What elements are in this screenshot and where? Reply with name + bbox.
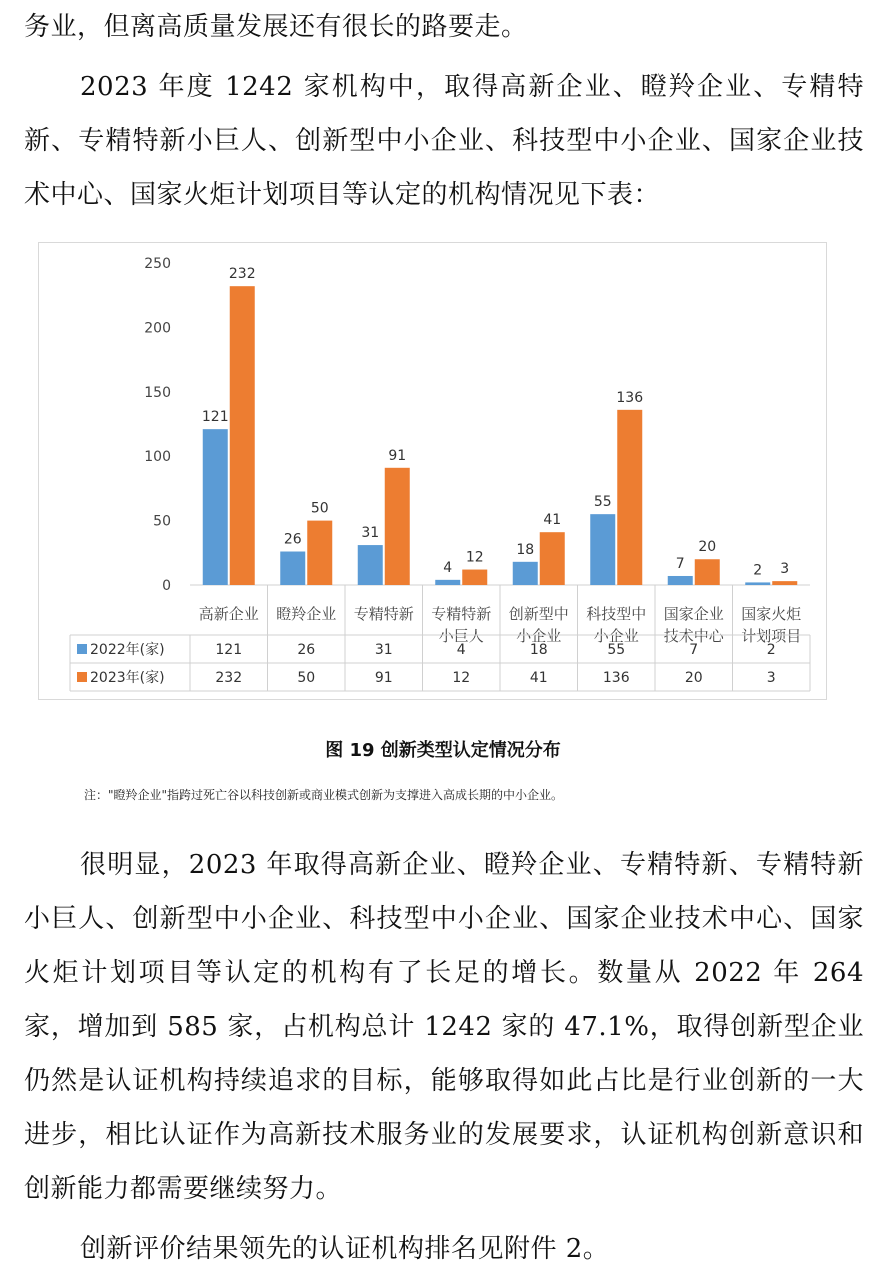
table-cell: 121 — [215, 642, 243, 658]
data-label: 2 — [753, 562, 763, 579]
data-label: 232 — [228, 266, 256, 283]
bar-2022 — [513, 562, 538, 585]
table-cell: 2 — [766, 642, 776, 658]
chart-frame — [38, 242, 827, 700]
data-label: 4 — [443, 559, 453, 576]
category-label: 技术中心 — [663, 627, 724, 645]
bar-2023 — [540, 532, 565, 585]
data-label: 26 — [283, 531, 302, 548]
data-label: 136 — [616, 389, 644, 406]
table-cell: 50 — [297, 670, 316, 686]
y-tick-label: 50 — [153, 513, 171, 530]
bar-2023 — [230, 286, 255, 585]
table-cell: 55 — [607, 642, 626, 658]
data-label: 91 — [388, 447, 407, 464]
category-label: 瞪羚企业 — [276, 605, 337, 623]
bar-2023 — [385, 468, 410, 585]
table-cell: 232 — [215, 670, 243, 686]
table-cell: 3 — [766, 670, 776, 686]
y-tick-label: 200 — [144, 320, 171, 337]
y-tick-label: 250 — [144, 256, 171, 272]
category-label: 国家火炬 — [741, 605, 802, 623]
legend-key — [77, 644, 87, 654]
category-label: 高新企业 — [198, 605, 259, 623]
figure-note: 注："瞪羚企业"指跨过死亡谷以科技创新或商业模式创新为支撑进入高成长期的中小企业。 — [84, 788, 564, 802]
data-label: 41 — [543, 512, 562, 529]
bar-2023 — [307, 521, 332, 585]
bar-2023 — [772, 581, 797, 585]
paragraph-4: 创新评价结果领先的认证机构排名见附件 2。 — [80, 1234, 610, 1264]
bar-2023 — [617, 410, 642, 585]
y-tick-label: 100 — [144, 449, 171, 466]
table-cell: 12 — [452, 670, 471, 686]
category-label: 专精特新 — [353, 605, 414, 623]
table-cell: 20 — [684, 670, 703, 686]
bar-2022 — [435, 580, 460, 585]
data-label: 12 — [465, 549, 484, 566]
data-label: 121 — [201, 409, 229, 426]
paragraph-1: 务业，但离高质量发展还有很长的路要走。 — [24, 12, 528, 42]
paragraph-2: 2023 年度 1242 家机构中，取得高新企业、瞪羚企业、专精特新、专精特新小巨人、创新型中小企业、科技型中小企业、国家企业技术中心、国家火炬计划项目等认定的机构情况见下表： — [24, 72, 864, 210]
data-label: 55 — [593, 494, 612, 511]
table-cell: 7 — [689, 642, 699, 658]
data-label: 3 — [780, 561, 790, 578]
category-label: 创新型中 — [508, 605, 569, 623]
category-label: 国家企业 — [663, 605, 724, 623]
legend-label: 2022年(家) — [90, 642, 165, 658]
category-label: 小企业 — [593, 627, 639, 645]
table-cell: 136 — [602, 670, 630, 686]
legend-key — [77, 672, 87, 682]
table-cell: 4 — [456, 642, 466, 658]
table-cell: 41 — [529, 670, 548, 686]
category-label: 科技型中 — [586, 605, 647, 623]
bar-2022 — [203, 429, 228, 585]
y-tick-label: 0 — [162, 578, 171, 594]
data-label: 20 — [698, 539, 717, 556]
category-label: 小巨人 — [438, 627, 484, 645]
bar-2022 — [358, 545, 383, 585]
table-cell: 31 — [374, 642, 393, 658]
bar-2022 — [590, 514, 615, 585]
data-label: 18 — [516, 541, 535, 558]
category-label: 计划项目 — [741, 627, 802, 645]
legend-label: 2023年(家) — [90, 670, 165, 686]
table-cell: 26 — [297, 642, 316, 658]
category-label: 专精特新 — [431, 605, 492, 623]
data-label: 50 — [310, 500, 329, 517]
bar-2023 — [462, 570, 487, 585]
bar-2023 — [695, 559, 720, 585]
bar-chart — [39, 243, 826, 699]
paragraph-3: 很明显，2023 年取得高新企业、瞪羚企业、专精特新、专精特新小巨人、创新型中小企业、科技型中小企业、国家企业技术中心、国家火炬计划项目等认定的机构有了长足的增长。数量从 2022 年 264 家，增加到 585 家，占机构总计 1242 家的 47.1%，取得创新型企业仍然是认证机构持续追求的目标，能够取得如此占比是行业创新的一大进步，相比认证作为高新技术服务业的发展要求，认证机构创新意识和创新能力都需要继续努力。 — [24, 850, 864, 1204]
table-cell: 18 — [529, 642, 548, 658]
bar-2022 — [668, 576, 693, 585]
figure-caption: 图 19 创新类型认定情况分布 — [325, 740, 561, 761]
data-label: 7 — [675, 555, 685, 572]
bar-2022 — [745, 582, 770, 585]
data-label: 31 — [361, 525, 380, 542]
bar-2022 — [280, 552, 305, 585]
table-cell: 91 — [374, 670, 393, 686]
y-tick-label: 150 — [144, 384, 171, 401]
category-label: 小企业 — [516, 627, 562, 645]
